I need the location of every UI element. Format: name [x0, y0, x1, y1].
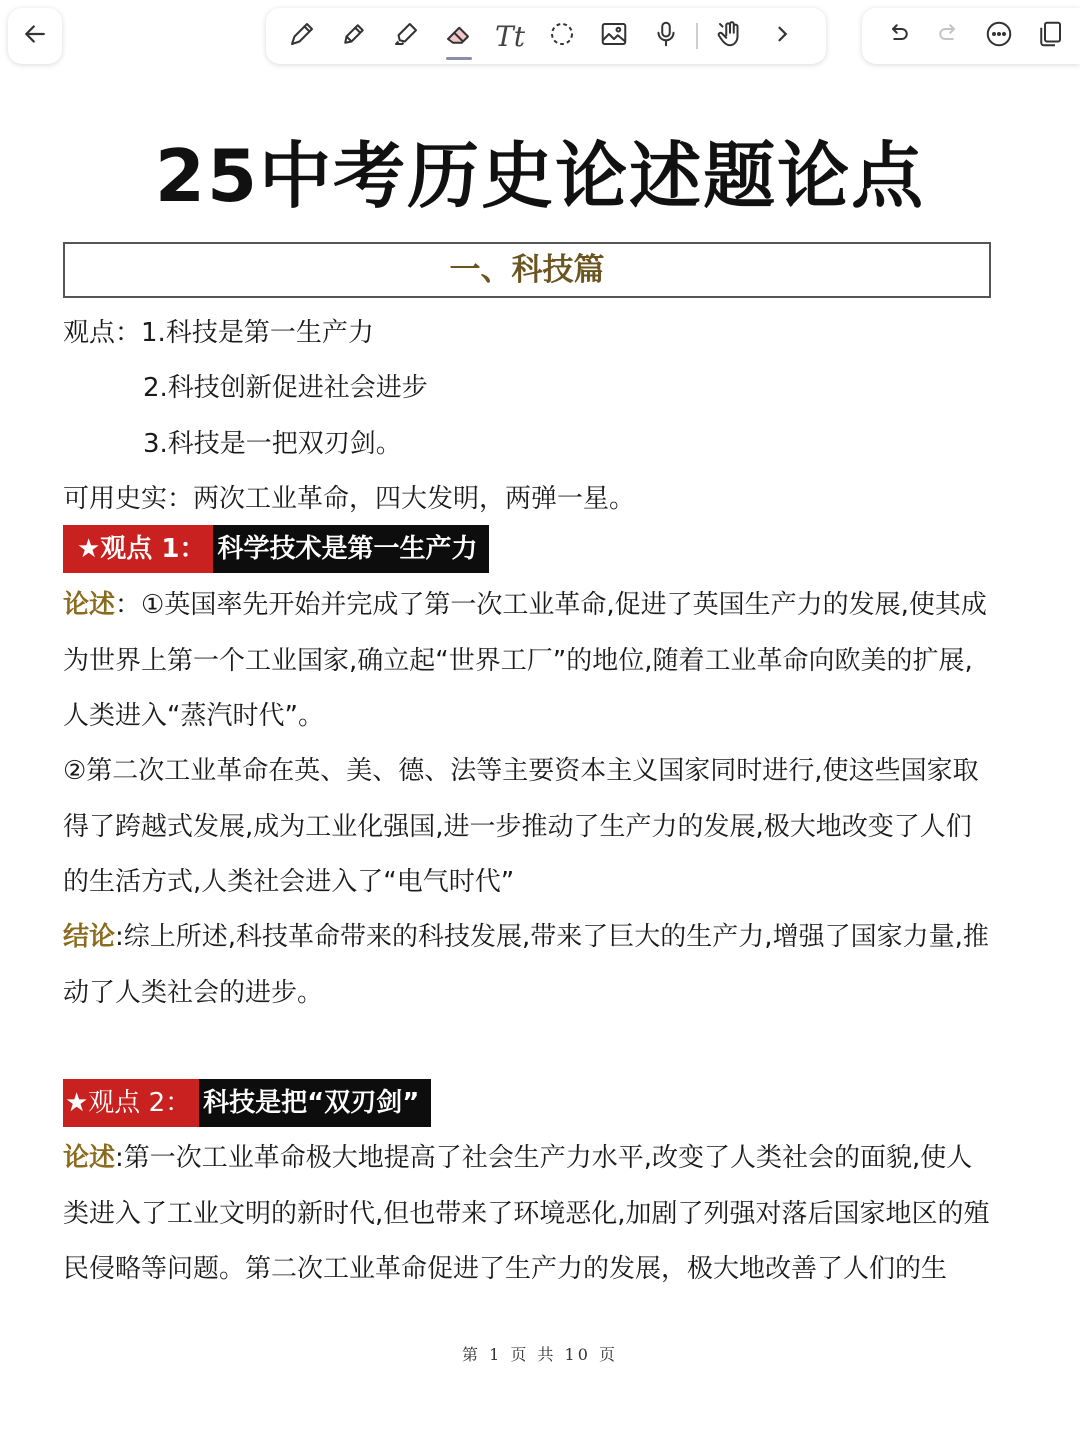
argument-paragraph-3 [63, 1131, 993, 1299]
pages-button[interactable] [1030, 14, 1071, 58]
drawing-tools [266, 8, 826, 64]
chevron-right-icon [767, 19, 797, 53]
viewpoints-row [63, 312, 374, 349]
back-button[interactable] [8, 8, 62, 64]
pen-tool-button[interactable] [280, 14, 324, 58]
text-tool-label: Tt [495, 19, 525, 53]
pencil-tool-button[interactable] [332, 14, 376, 58]
viewpoint-2: 2.科技创新促进社会进步 [143, 373, 428, 403]
heading-2-label: ★观点 2： [63, 1079, 199, 1127]
text-tool-button[interactable] [488, 14, 532, 58]
pen-icon [287, 19, 317, 53]
undo-icon [883, 19, 913, 53]
redo-button[interactable] [929, 14, 970, 58]
conclusion-text: :综上所述,科技革命带来的科技发展,带来了巨大的生产力,增强了国家力量,推动了人类社会的进步。 [63, 922, 989, 1008]
argument-text-3: :第一次工业革命极大地提高了社会生产力水平,改变了人类社会的面貌,使人类进入了工业文明的新时代,但也带来了环境恶化,加剧了列强对落后国家地区的殖民侵略等问题。第二次工业革命促进了生产力的发展，极大地改善了人们的生 [63, 1143, 990, 1284]
hand-touch-icon [715, 19, 745, 53]
viewpoint-3: 3.科技是一把双刃剑。 [143, 429, 402, 459]
argument-label: 论述 [63, 590, 116, 620]
heading-1-text: 科学技术是第一生产力 [213, 525, 489, 573]
argument-label-2: 论述 [63, 1143, 116, 1173]
eraser-tool-button[interactable] [436, 14, 480, 58]
viewpoint-1: 1.科技是第一生产力 [141, 318, 374, 348]
undo-button[interactable] [878, 14, 919, 58]
microphone-tool-button[interactable] [644, 14, 688, 58]
highlighter-icon [391, 19, 421, 53]
conclusion-paragraph [63, 910, 993, 1021]
section-title-box [63, 242, 991, 298]
toolbar-divider [696, 23, 698, 49]
argument-paragraph-1 [63, 578, 993, 745]
more-options-button[interactable] [979, 14, 1020, 58]
heading-2-text: 科技是把“双刃剑” [199, 1079, 431, 1127]
pages-icon [1035, 19, 1065, 53]
more-tools-button[interactable] [760, 14, 804, 58]
argument-paragraph-2: ②第二次工业革命在英、美、德、法等主要资本主义国家同时进行,使这些国家取得了跨越式发展,成为工业化强国,进一步推动了生产力的发展,极大地改变了人们的生活方式,人类社会进入了“电气时代” [63, 756, 979, 897]
document-title: 25中考历史论述题论点 [154, 134, 926, 218]
lasso-tool-button[interactable] [540, 14, 584, 58]
highlighter-tool-button[interactable] [384, 14, 428, 58]
image-tool-button[interactable] [592, 14, 636, 58]
conclusion-label: 结论 [63, 922, 116, 952]
heading-1-label: ★观点 1： [63, 525, 213, 573]
touch-mode-button[interactable] [708, 14, 752, 58]
redo-icon [934, 19, 964, 53]
page-footer: 第 1 页 共 10 页 [462, 1345, 618, 1364]
section-title: 一、科技篇 [449, 252, 605, 288]
top-toolbar [0, 0, 1080, 76]
lasso-icon [547, 19, 577, 53]
more-icon [984, 19, 1014, 53]
viewpoint-heading-1 [63, 525, 489, 573]
historical-facts: 可用史实：两次工业革命，四大发明，两弹一星。 [63, 484, 636, 514]
viewpoints-label: 观点： [63, 318, 142, 348]
eraser-icon [443, 19, 473, 53]
microphone-icon [651, 19, 681, 53]
image-icon [599, 19, 629, 53]
pencil-icon [339, 19, 369, 53]
argument-text-1: ：①英国率先开始并完成了第一次工业革命,促进了英国生产力的发展,使其成为世界上第一个工业国家,确立起“世界工厂”的地位,随着工业革命向欧美的扩展,人类进入“蒸汽时代”。 [63, 590, 987, 731]
right-toolbar [862, 8, 1080, 64]
arrow-left-icon [20, 19, 50, 53]
viewpoint-heading-2 [63, 1079, 431, 1127]
